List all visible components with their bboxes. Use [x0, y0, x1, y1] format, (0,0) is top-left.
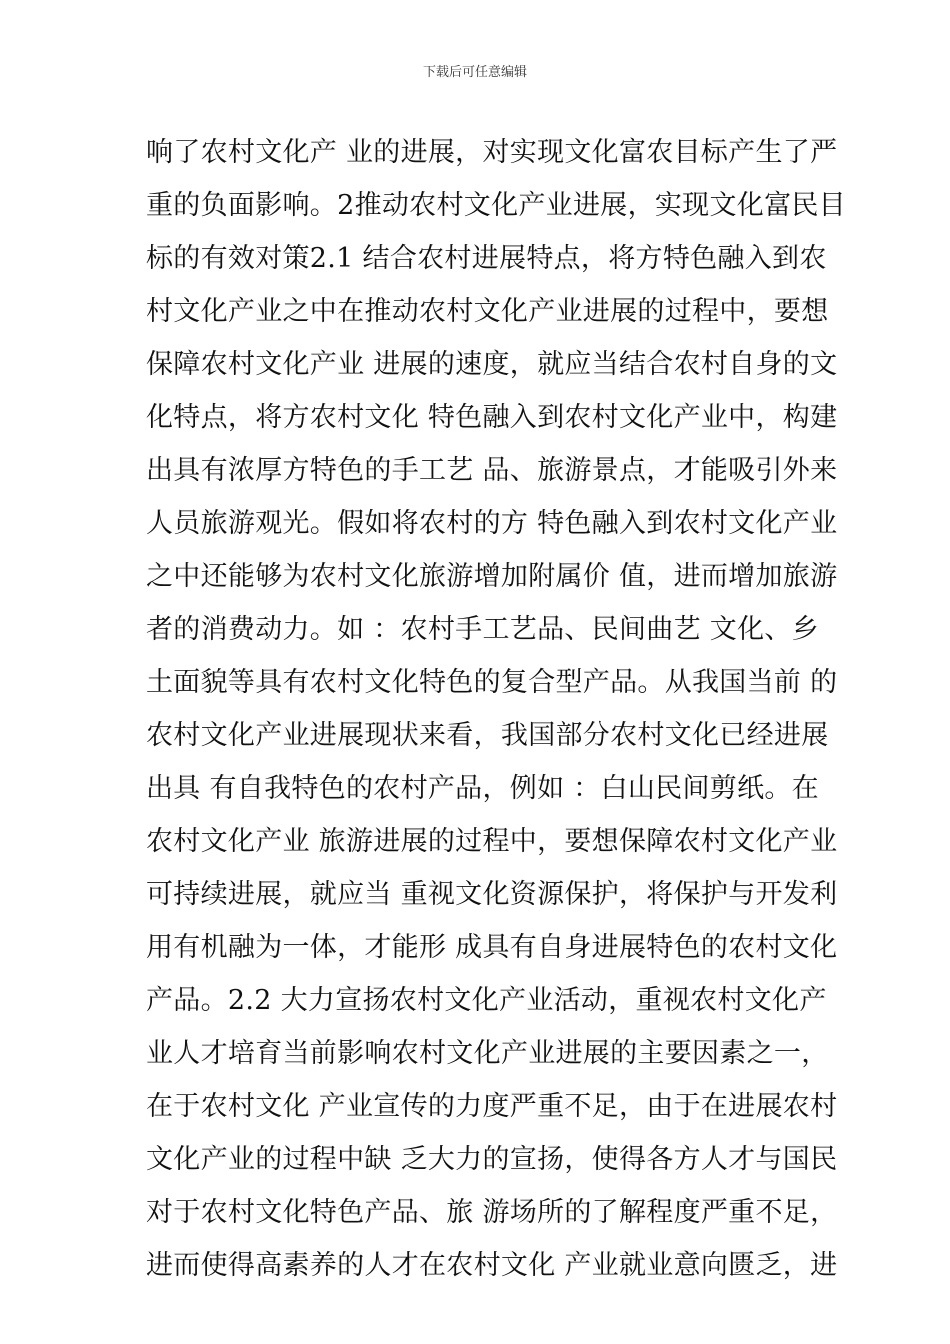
text-line: 人员旅游观光。假如将农村的方 特色融入到农村文化产业	[146, 508, 838, 539]
text-line: 对于农村文化特色产品、旅 游场所的了解程度严重不足，	[146, 1197, 838, 1228]
text-line: 农村文化产业进展现状来看，我国部分农村文化已经进展	[146, 720, 829, 751]
text-line: 保障农村文化产业 进展的速度，就应当结合农村自身的文	[146, 349, 838, 380]
text-line: 出具有浓厚方特色的手工艺 品、旅游景点，才能吸引外来	[146, 455, 838, 486]
text-line: 响了农村文化产 业的进展，对实现文化富农目标产生了严	[146, 137, 838, 168]
text-line: 重的负面影响。2推动农村文化产业进展，实现文化富民目	[146, 190, 846, 221]
text-line: 业人才培育当前影响农村文化产业进展的主要因素之一，	[146, 1038, 829, 1069]
text-line: 出具 有自我特色的农村产品，例如 ：白山民间剪纸。在	[146, 773, 819, 804]
text-line: 者的消费动力。如 ：农村手工艺品、民间曲艺 文化、乡	[146, 614, 819, 645]
text-line: 土面貌等具有农村文化特色的复合型产品。从我国当前 的	[146, 667, 838, 698]
text-line: 之中还能够为农村文化旅游增加附属价 值，进而增加旅游	[146, 561, 838, 592]
text-line: 产品。2.2 大力宣扬农村文化产业活动，重视农村文化产	[146, 985, 827, 1016]
text-line: 用有机融为一体，才能形 成具有自身进展特色的农村文化	[146, 932, 838, 963]
text-line: 标的有效对策2.1 结合农村进展特点，将方特色融入到农	[146, 243, 827, 274]
text-line: 可持续进展，就应当 重视文化资源保护，将保护与开发利	[146, 879, 838, 910]
text-line: 进而使得高素养的人才在农村文化 产业就业意向匮乏，进	[146, 1250, 838, 1281]
text-line: 文化产业的过程中缺 乏大力的宣扬，使得各方人才与国民	[146, 1144, 838, 1175]
text-line: 在于农村文化 产业宣传的力度严重不足，由于在进展农村	[146, 1091, 838, 1122]
body-text	[146, 126, 846, 1292]
text-line: 村文化产业之中在推动农村文化产业进展的过程中，要想	[146, 296, 829, 327]
text-line: 化特点，将方农村文化 特色融入到农村文化产业中，构建	[146, 402, 838, 433]
page-header: 下载后可任意编辑	[422, 65, 527, 80]
text-line: 农村文化产业 旅游进展的过程中，要想保障农村文化产业	[146, 826, 838, 857]
